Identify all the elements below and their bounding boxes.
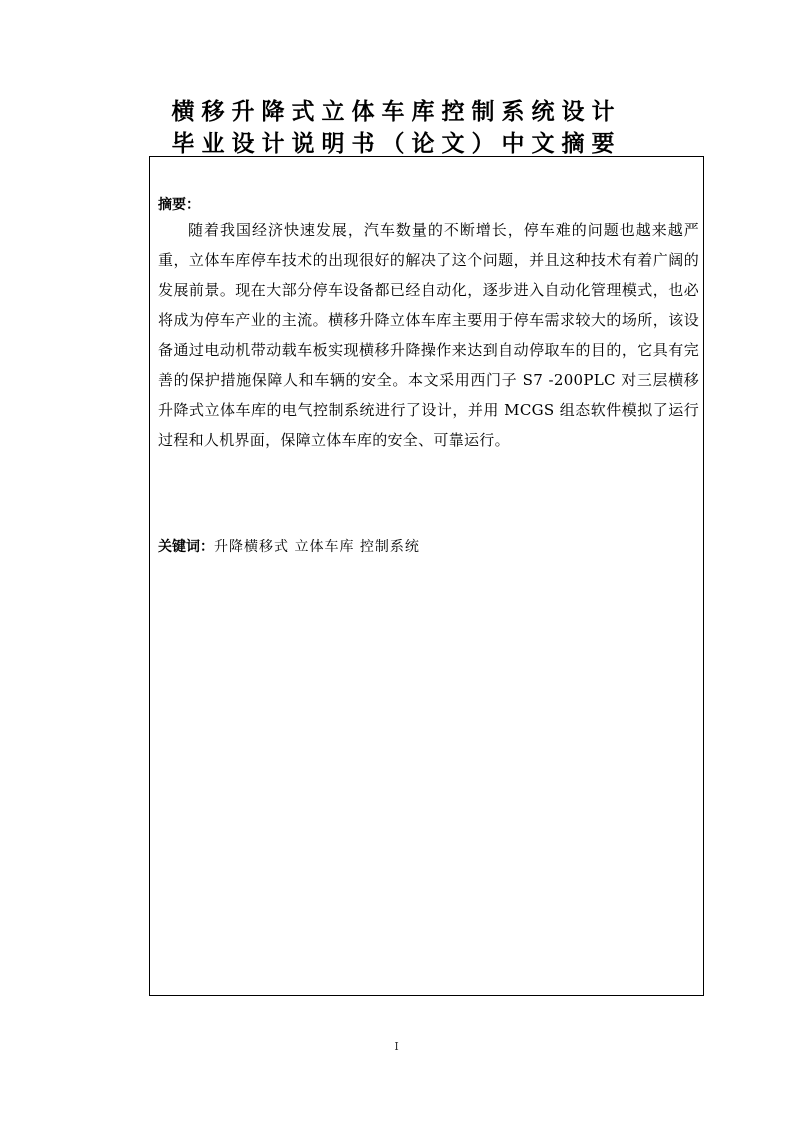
title-line-2: 毕业设计说明书（论文）中文摘要 <box>171 131 622 157</box>
keywords-line <box>158 536 420 558</box>
document-title <box>0 96 793 160</box>
abstract-label: 摘要： <box>158 197 200 213</box>
keywords-value: 升降横移式 立体车库 控制系统 <box>214 539 420 555</box>
abstract-body: 随着我国经济快速发展，汽车数量的不断增长，停车难的问题也越来越严重，立体车库停车技术的出现很好的解决了这个问题，并且这种技术有着广阔的发展前景。现在大部分停车设备都已经自动化，逐步进入自动化管理模式，也必将成为停车产业的主流。横移升降立体车库主要用于停车需求较大的场所，该设备通过电动机带动载车板实现横移升降操作来达到自动停取车的目的，它具有完善的保护措施保障人和车辆的安全。本文采用西门子 S7 -200PLC 对三层横移升降式立体车库的电气控制系统进行了设计，并用 MCGS 组态软件模拟了运行过程和人机界面，保障立体车库的安全、可靠运行。 <box>158 221 699 449</box>
page-number: I <box>394 1040 399 1053</box>
abstract-box <box>149 156 704 996</box>
keywords-label: 关键词： <box>158 539 214 555</box>
title-line-1: 横移升降式立体车库控制系统设计 <box>171 99 622 125</box>
